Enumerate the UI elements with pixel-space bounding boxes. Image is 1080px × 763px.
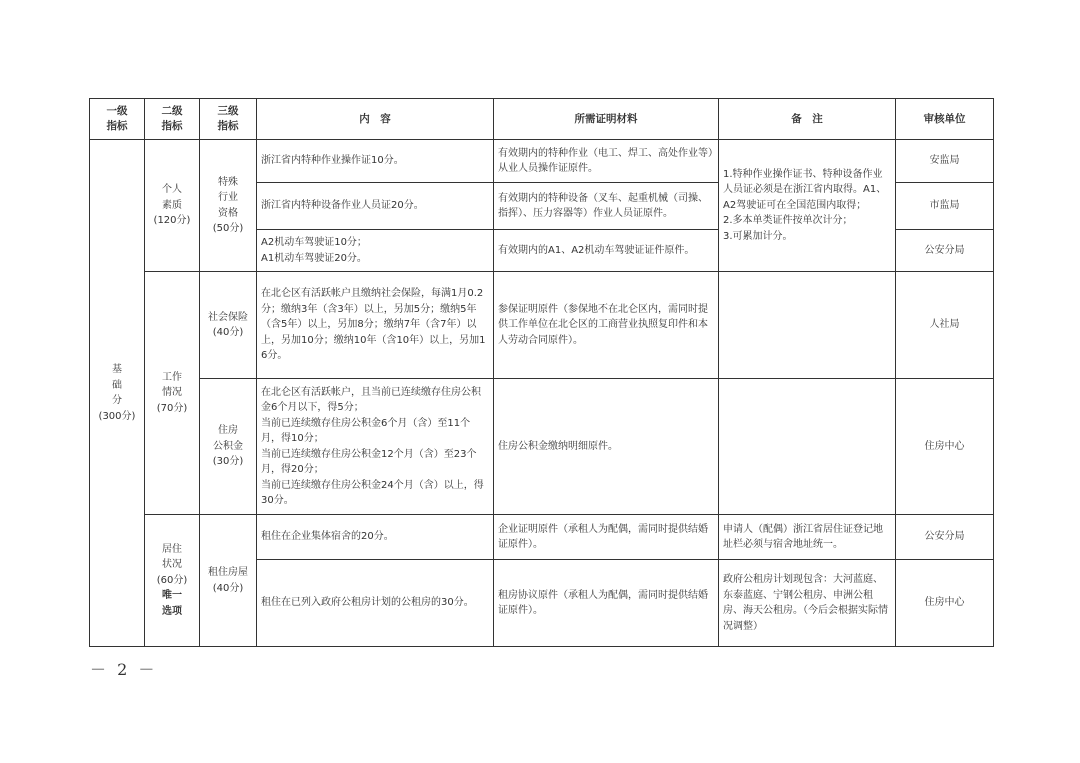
score-table xyxy=(89,98,994,647)
basic-score-cell: 基 础 分 (300分) xyxy=(90,140,145,647)
content-cell: 在北仑区有活跃帐户，且当前已连续缴存住房公积金6个月以下，得5分； 当前已连续缴存住房公积金6个月（含）至11个月，得10分； 当前已连续缴存住房公积金12个月（含）至23个月，得20分； 当前已连续缴存住房公积金24个月（含）以上，得30分。 xyxy=(257,379,494,515)
housing-level2-cell: 居住 状况 (60分) 唯一 选项 xyxy=(145,515,200,647)
materials-cell: 租房协议原件（承租人为配偶，需同时提供结婚证原件）。 xyxy=(494,560,719,647)
remarks-cell: 申请人（配偶）浙江省居住证登记地址栏必须与宿舍地址统一。 xyxy=(719,515,896,560)
unit-cell: 安监局 xyxy=(896,140,994,183)
header-row xyxy=(90,99,994,140)
personal-level2-cell: 个人 素质 (120分) xyxy=(145,140,200,272)
page-number: － 2 － xyxy=(90,660,158,679)
header-remarks: 备 注 xyxy=(719,99,896,140)
table-row xyxy=(90,272,994,379)
header-unit: 审核单位 xyxy=(896,99,994,140)
content-cell: 租住在已列入政府公租房计划的公租房的30分。 xyxy=(257,560,494,647)
content-cell: 租住在企业集体宿舍的20分。 xyxy=(257,515,494,560)
table-row xyxy=(90,379,994,515)
personal-level3-cell: 特殊 行业 资格 (50分) xyxy=(200,140,257,272)
housing-level3-cell: 租住房屋 (40分) xyxy=(200,515,257,647)
header-materials: 所需证明材料 xyxy=(494,99,719,140)
content-cell: A2机动车驾驶证10分； A1机动车驾驶证20分。 xyxy=(257,230,494,272)
materials-cell: 有效期内的A1、A2机动车驾驶证证件原件。 xyxy=(494,230,719,272)
content-cell: 浙江省内特种作业操作证10分。 xyxy=(257,140,494,183)
fund-level3-cell: 住房 公积金 (30分) xyxy=(200,379,257,515)
content-cell: 浙江省内特种设备作业人员证20分。 xyxy=(257,183,494,230)
content-cell: 在北仑区有活跃帐户且缴纳社会保险，每满1月0.2分；缴纳3年（含3年）以上，另加5分；缴纳5年（含5年）以上，另加8分；缴纳7年（含7年）以上，另加10分；缴纳10年（含10年）以上，另加16分。 xyxy=(257,272,494,379)
table-row xyxy=(90,515,994,560)
unit-cell: 公安分局 xyxy=(896,230,994,272)
unit-cell: 住房中心 xyxy=(896,379,994,515)
header-level2: 二级 指标 xyxy=(145,99,200,140)
unit-cell: 公安分局 xyxy=(896,515,994,560)
remarks-cell xyxy=(719,379,896,515)
table-row xyxy=(90,140,994,183)
social-level3-cell: 社会保险 (40分) xyxy=(200,272,257,379)
header-content: 内 容 xyxy=(257,99,494,140)
unit-cell: 住房中心 xyxy=(896,560,994,647)
personal-remarks-cell: 1.特种作业操作证书、特种设备作业人员证必须是在浙江省内取得。A1、A2驾驶证可在全国范围内取得； 2.多本单类证件按单次计分； 3.可累加计分。 xyxy=(719,140,896,272)
header-level3: 三级 指标 xyxy=(200,99,257,140)
materials-cell: 有效期内的特种设备（叉车、起重机械（司操、指挥）、压力容器等）作业人员证原件。 xyxy=(494,183,719,230)
materials-cell: 参保证明原件（参保地不在北仑区内，需同时提供工作单位在北仑区的工商营业执照复印件和本人劳动合同原件）。 xyxy=(494,272,719,379)
header-level1: 一级 指标 xyxy=(90,99,145,140)
materials-cell: 住房公积金缴纳明细原件。 xyxy=(494,379,719,515)
unit-cell: 市监局 xyxy=(896,183,994,230)
materials-cell: 企业证明原件（承租人为配偶，需同时提供结婚证原件）。 xyxy=(494,515,719,560)
materials-cell: 有效期内的特种作业（电工、焊工、高处作业等）从业人员操作证原件。 xyxy=(494,140,719,183)
unit-cell: 人社局 xyxy=(896,272,994,379)
work-level2-cell: 工作 情况 (70分) xyxy=(145,272,200,515)
remarks-cell: 政府公租房计划现包含：大河蓝庭、东泰蓝庭、宁钢公租房、申洲公租房、海天公租房。（今后会根据实际情况调整） xyxy=(719,560,896,647)
remarks-cell xyxy=(719,272,896,379)
